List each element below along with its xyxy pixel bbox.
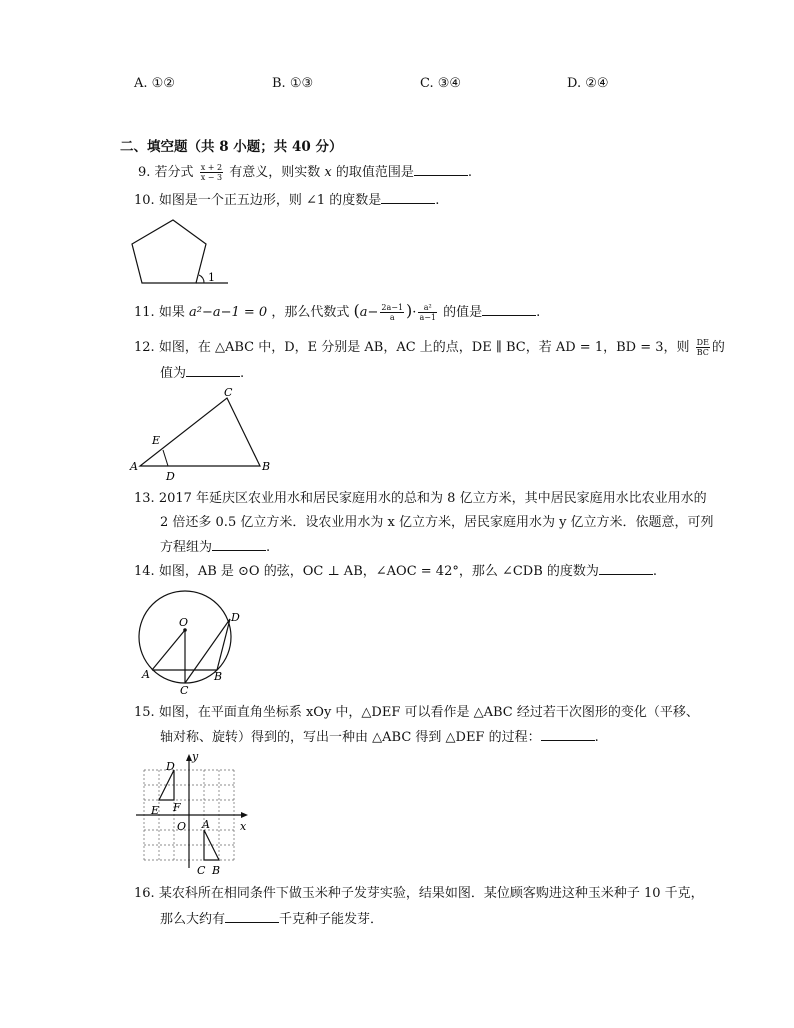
svg-text:A: A xyxy=(130,460,138,473)
answer-blank-10[interactable] xyxy=(381,191,435,204)
q9-fraction: $\frac{x + 2}{x - 3}$ xyxy=(200,163,223,182)
option-b: B. ①③ xyxy=(272,76,314,91)
svg-text:O: O xyxy=(179,616,189,629)
svg-text:A: A xyxy=(202,818,210,831)
answer-blank-12[interactable] xyxy=(186,364,240,377)
question-9: 9. 若分式 $\frac{x + 2}{x - 3}$ 有意义，则实数 x 的取值范围是 . xyxy=(138,163,473,182)
option-d: D. ②④ xyxy=(567,76,609,91)
answer-blank-13[interactable] xyxy=(212,538,266,551)
question-13-line3: 方程组为 . xyxy=(160,540,271,555)
question-12-line2: 值为 . xyxy=(160,366,245,381)
pentagon-figure xyxy=(130,218,240,290)
svg-text:E: E xyxy=(152,434,161,447)
question-13-line2: 2 倍还多 0.5 亿立方米．设农业用水为 x 亿立方米，居民家庭用水为 y 亿立方米．依题意，可列 xyxy=(160,515,714,530)
svg-text:C: C xyxy=(197,864,206,877)
svg-text:y: y xyxy=(192,750,199,763)
svg-text:x: x xyxy=(240,820,247,833)
option-c: C. ③④ xyxy=(420,76,462,91)
segment-de xyxy=(163,450,168,466)
svg-text:D: D xyxy=(166,760,175,773)
question-16-line2: 那么大约有 千克种子能发芽． xyxy=(160,912,384,927)
angle-label: 1 xyxy=(208,271,215,284)
svg-text:C: C xyxy=(224,386,233,399)
question-13: 13. 2017 年延庆区农业用水和居民家庭用水的总和为 8 亿立方米，其中居民家庭用水比农业用水的 xyxy=(134,491,707,506)
answer-blank-14[interactable] xyxy=(599,562,653,575)
answer-blank-11[interactable] xyxy=(482,303,536,316)
question-15: 15. 如图，在平面直角坐标系 xOy 中，△DEF 可以看作是 △ABC 经过若干次图形的变化（平移、 xyxy=(134,705,699,720)
triangle-abc-figure xyxy=(130,386,280,486)
section-title: 二、填空题（共 8 小题；共 40 分） xyxy=(120,139,343,155)
pentagon-shape xyxy=(132,220,206,283)
svg-text:B: B xyxy=(262,460,271,473)
answer-blank-9[interactable] xyxy=(414,163,468,176)
question-11: 11. 如果 a²−a−1 = 0 ，那么代数式 (a− $\frac{2a-1}{a}$ )· $\frac{\text{a²}}{a-1}$ 的值是 . xyxy=(134,301,541,322)
answer-blank-16[interactable] xyxy=(225,910,279,923)
svg-text:O: O xyxy=(177,820,187,833)
question-10: 10. 如图是一个正五边形，则 ∠1 的度数是 . xyxy=(134,193,440,208)
svg-text:E: E xyxy=(151,804,160,817)
circle-figure xyxy=(130,604,250,699)
question-12: 12. 如图，在 △ABC 中，D，E 分别是 AB，AC 上的点，DE ∥ BC，若 AD = 1，BD = 3，则 $\frac{DE}{BC}$ 的 xyxy=(134,338,725,357)
svg-text:B: B xyxy=(214,670,223,683)
svg-text:B: B xyxy=(212,864,221,877)
angle-arc xyxy=(199,275,204,283)
svg-text:D: D xyxy=(231,611,240,624)
question-14: 14. 如图，AB 是 ⊙O 的弦，OC ⊥ AB，∠AOC = 42°，那么 ∠CDB 的度数为 . xyxy=(134,564,658,579)
svg-text:F: F xyxy=(173,801,181,814)
svg-text:D: D xyxy=(166,470,175,483)
question-16: 16. 某农科所在相同条件下做玉米种子发芽实验，结果如图．某位顾客购进这种玉米种子 10 千克， xyxy=(134,886,704,901)
answer-blank-15[interactable] xyxy=(541,728,595,741)
svg-text:C: C xyxy=(180,684,189,697)
option-a: A. ①② xyxy=(134,76,175,91)
question-15-line2: 轴对称、旋转）得到的，写出一种由 △ABC 得到 △DEF 的过程： . xyxy=(160,730,599,745)
coordinate-grid-figure xyxy=(136,752,256,882)
svg-text:A: A xyxy=(142,668,150,681)
